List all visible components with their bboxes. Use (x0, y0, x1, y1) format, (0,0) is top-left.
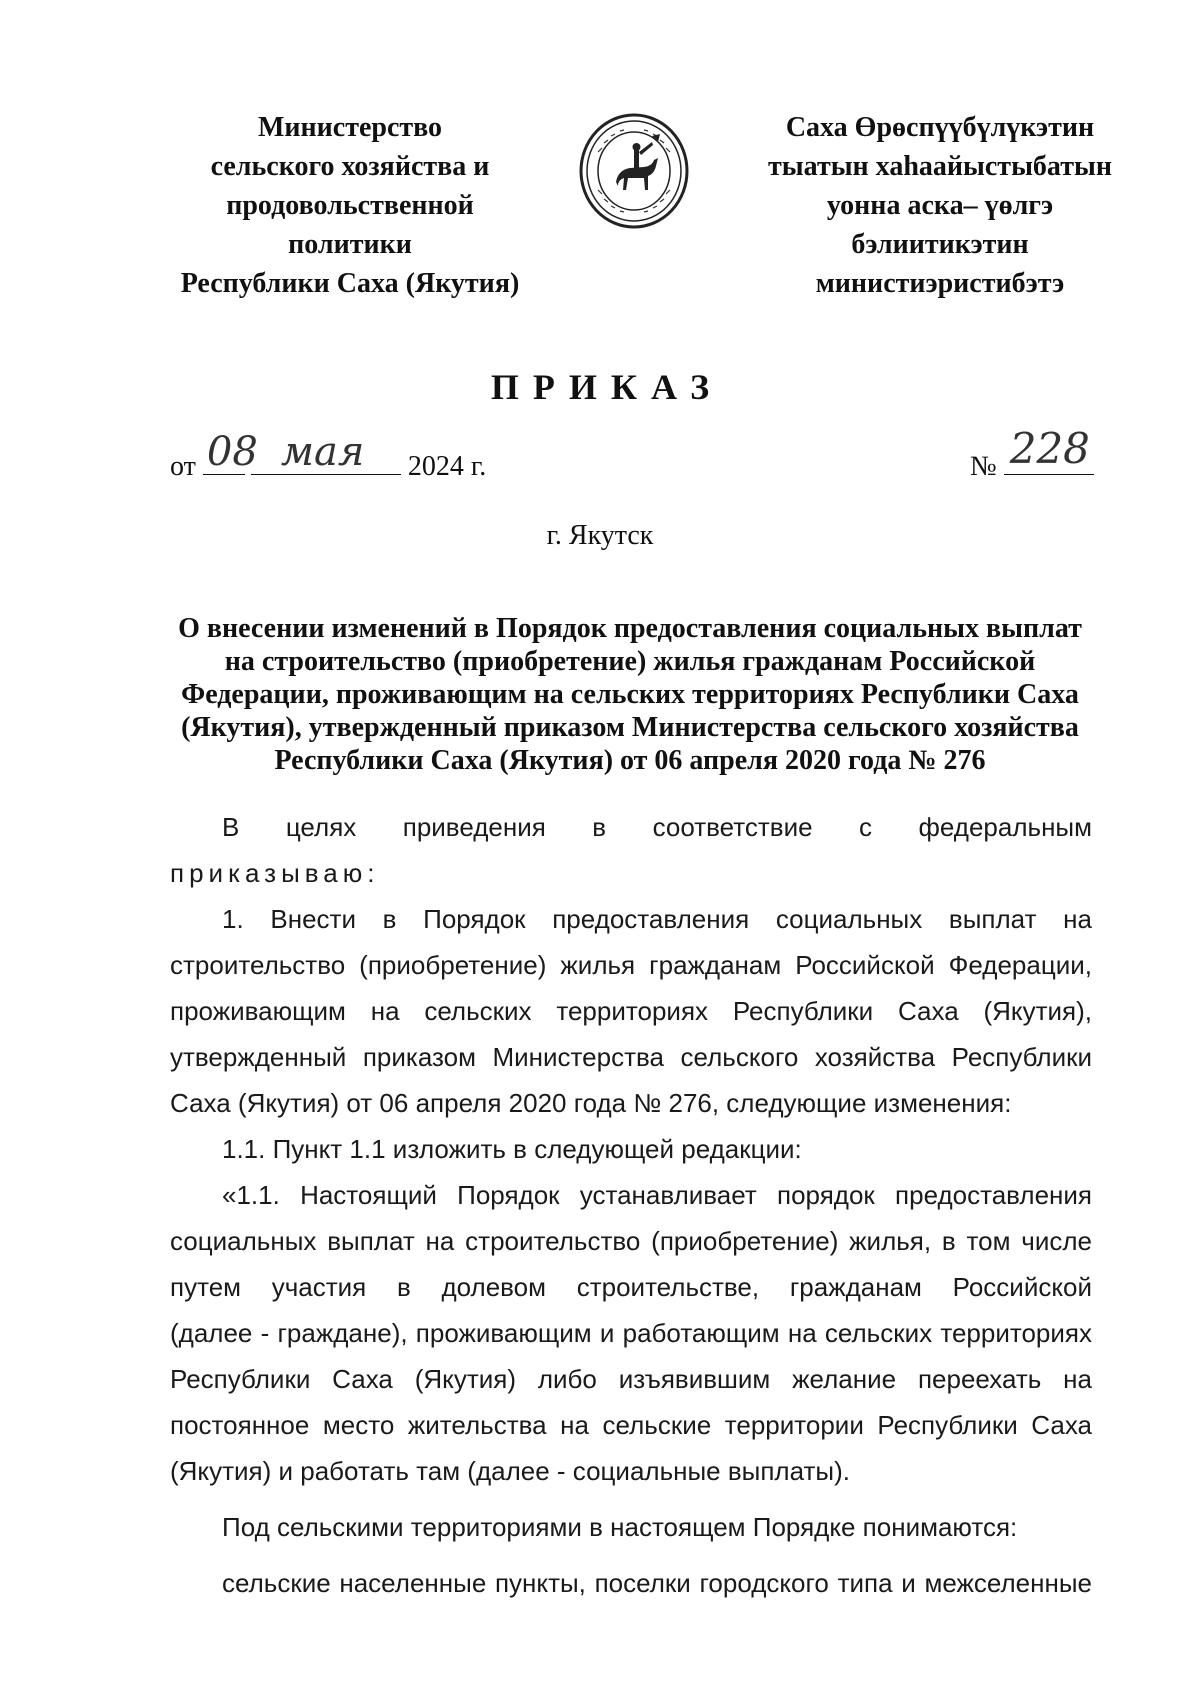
number-prefix: № (970, 451, 997, 482)
date-prefix: от (170, 451, 196, 482)
subject-line: на строительство (приобретение) жилья гражданам Российской (224, 646, 1036, 677)
order-body (170, 804, 1092, 1606)
number-field (1004, 424, 1094, 475)
order-date (170, 429, 487, 484)
body-line: Под сельскими территориями в настоящем Порядке понимаются: (222, 1512, 1018, 1542)
date-day-field (203, 429, 258, 475)
body-line: постоянное место жительства на сельские территории Республики Саха (170, 1410, 1092, 1440)
header-right-line: министиэристибэтэ (815, 268, 1065, 299)
subject-line: Республики Саха (Якутия) от 06 апреля 2020 года № 276 (274, 745, 986, 776)
header-left-line: политики (288, 229, 412, 260)
header-left-line: Республики Саха (Якутия) (180, 268, 520, 299)
order-number (970, 424, 1094, 483)
body-line: проживающим на сельских территориях Республики Саха (Якутия), (170, 996, 1092, 1026)
handwritten-month: мая (280, 429, 365, 475)
coat-of-arms-seal-icon (578, 112, 690, 230)
header-left-line: сельского хозяйства и (210, 151, 490, 182)
header-left-line: продовольственной (226, 190, 474, 221)
body-line: социальных выплат на строительство (приобретение) жилья, в том числе (170, 1226, 1092, 1256)
document-title: ПРИКАЗ (490, 367, 724, 407)
header-right-line: тыатын хаһаайыстыбатын (768, 151, 1112, 182)
handwritten-number: 228 (1009, 424, 1090, 473)
body-line-order-word: приказываю: (170, 858, 380, 888)
date-month-field (251, 429, 401, 475)
body-line: 1.1. Пункт 1.1 изложить в следующей редакции: (222, 1134, 802, 1164)
date-year: 2024 г. (407, 451, 487, 482)
body-line: (далее - граждане), проживающим и работающим на сельских территориях (170, 1318, 1092, 1348)
subject-line: Федерации, проживающим на сельских территориях Республики Саха (181, 679, 1079, 710)
body-line: Саха (Якутия) от 06 апреля 2020 года № 276, следующие изменения: (170, 1088, 1012, 1118)
handwritten-day: 08 (206, 429, 258, 475)
ministry-name-russian (150, 108, 550, 303)
body-line: (Якутия) и работать там (далее - социальные выплаты). (170, 1456, 850, 1486)
body-line: В целях приведения в соответствие с федеральным (222, 812, 1092, 842)
header-left-line: Министерство (257, 112, 443, 143)
body-line: сельские населенные пункты, поселки городского типа и межселенные (222, 1568, 1092, 1598)
body-line: строительство (приобретение) жилья гражданам Российской Федерации, (170, 950, 1092, 980)
body-line: 1. Внести в Порядок предоставления социальных выплат на (222, 904, 1092, 934)
subject-line: О внесении изменений в Порядок предоставления социальных выплат (178, 613, 1082, 644)
ministry-name-yakut (730, 108, 1150, 303)
body-line: Республики Саха (Якутия) либо изъявившим желание переехать на (170, 1364, 1092, 1394)
body-line: «1.1. Настоящий Порядок устанавливает порядок предоставления (222, 1180, 1092, 1210)
header-right-line: Саха Өрөспүүбүлүкэтин (785, 112, 1095, 143)
header-right-line: уонна аска– үөлгэ (826, 190, 1054, 221)
header-right-line: бэлиитикэтин (851, 229, 1029, 260)
subject-line: (Якутия), утвержденный приказом Министерства сельского хозяйства (181, 712, 1079, 743)
city: г. Якутск (546, 520, 654, 551)
body-line: утвержденный приказом Министерства сельского хозяйства Республики (170, 1042, 1092, 1072)
order-subject (170, 612, 1090, 777)
body-line: путем участия в долевом строительстве, гражданам Российской (170, 1272, 1092, 1302)
